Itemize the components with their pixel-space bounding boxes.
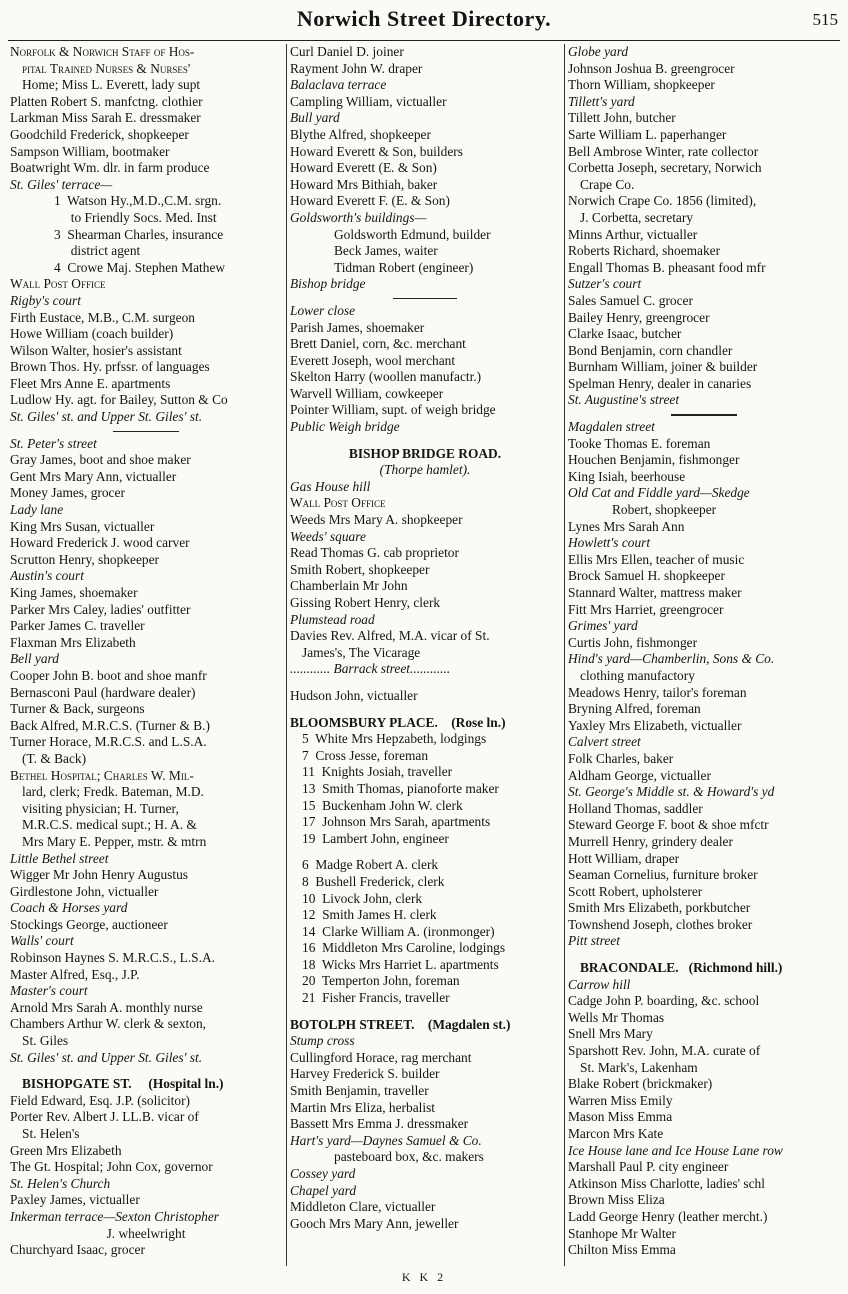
directory-entry: St. Helen's [22, 1126, 80, 1141]
location-label: Pitt street [568, 933, 620, 949]
directory-entry: Howe William (coach builder) [10, 326, 174, 342]
location-label: Howlett's court [568, 535, 651, 551]
location-label: Little Bethel street [10, 850, 109, 866]
directory-entry: Scott Robert, upholsterer [568, 883, 703, 899]
directory-entry: Curtis John, fishmonger [568, 634, 698, 650]
directory-entry: 10 Livock John, clerk [302, 890, 423, 906]
directory-entry: Wells Mr Thomas [568, 1009, 665, 1025]
directory-entry: Paxley James, victualler [10, 1192, 140, 1208]
directory-entry: Cooper John B. boot and shoe manfr [10, 667, 207, 683]
location-label: Stump cross [290, 1033, 355, 1049]
directory-entry: Clarke Isaac, butcher [568, 326, 682, 342]
directory-entry: Engall Thomas B. pheasant food mfr [568, 259, 766, 275]
directory-entry: Bassett Mrs Emma J. dressmaker [290, 1116, 469, 1132]
location-label: Coach & Horses yard [10, 900, 128, 916]
directory-entry: 18 Wicks Mrs Harriet L. apartments [302, 956, 499, 972]
directory-entry: Firth Eustace, M.B., C.M. surgeon [10, 309, 195, 325]
directory-entry: Home; Miss L. Everett, lady supt [22, 77, 201, 93]
directory-entry: Robinson Haynes S. M.R.C.S., L.S.A. [10, 950, 215, 966]
directory-entry: Blythe Alfred, shopkeeper [290, 126, 431, 142]
directory-entry: 21 Fisher Francis, traveller [302, 990, 450, 1006]
directory-entry: Weeds Mrs Mary A. shopkeeper [290, 512, 463, 528]
directory-entry: Crape Co. [580, 176, 635, 192]
directory-entry: Johnson Joshua B. greengrocer [568, 60, 735, 76]
directory-entry: Goldsworth Edmund, builder [334, 226, 491, 242]
street-heading: BRACONDALE. (Richmond hill.) [580, 960, 783, 976]
location-label: Magdalen street [568, 419, 655, 435]
directory-entry: Campling William, victualler [290, 93, 447, 109]
directory-entry: Seaman Cornelius, furniture broker [568, 867, 758, 883]
location-label: St. Giles' st. and Upper St. Giles' st. [10, 409, 203, 425]
directory-entry: Norfolk & Norwich Staff of Hos- [10, 44, 195, 59]
directory-entry: Back Alfred, M.R.C.S. (Turner & B.) [10, 717, 210, 733]
location-label: St. Giles' st. and Upper St. Giles' st. [10, 1049, 203, 1065]
location-label: Public Weigh bridge [290, 419, 400, 435]
directory-entry: The Gt. Hospital; John Cox, governor [10, 1159, 213, 1175]
directory-entry: Marcon Mrs Kate [568, 1126, 664, 1141]
directory-entry: pasteboard box, &c. makers [334, 1149, 484, 1165]
directory-entry: Scrutton Henry, shopkeeper [10, 551, 159, 567]
directory-entry: Aldham George, victualler [568, 767, 711, 783]
directory-entry: Smith Benjamin, traveller [290, 1083, 429, 1099]
directory-entry: 17 Johnson Mrs Sarah, apartments [302, 814, 491, 830]
location-label: Cossey yard [290, 1166, 356, 1181]
signature-mark: K K 2 [401, 1270, 447, 1284]
directory-entry: Chamberlain Mr John [290, 578, 408, 594]
location-label: Sutzer's court [568, 276, 642, 292]
directory-entry: Burnham William, joiner & builder [568, 359, 758, 375]
street-heading: BOTOLPH STREET. (Magdalen st.) [290, 1016, 511, 1032]
directory-entry: lard, clerk; Fredk. Bateman, M.D. [22, 784, 204, 800]
spacer [10, 1066, 282, 1076]
directory-entry: Flaxman Mrs Elizabeth [10, 634, 136, 650]
directory-entry: Bernasconi Paul (hardware dealer) [10, 684, 196, 700]
directory-entry: Middleton Clare, victualler [290, 1199, 436, 1215]
location-label: Chapel yard [290, 1182, 357, 1198]
directory-entry: Stockings George, auctioneer [10, 916, 168, 932]
directory-entry: Brock Samuel H. shopkeeper [568, 568, 725, 584]
street-heading: BLOOMSBURY PLACE. (Rose ln.) [290, 714, 506, 730]
header-rule [8, 40, 840, 41]
location-label: Lady lane [10, 502, 64, 518]
directory-entry: Sampson William, bootmaker [10, 143, 170, 159]
directory-entry: Ellis Mrs Ellen, teacher of music [568, 551, 745, 567]
directory-entry: St. Mark's, Lakenham [580, 1059, 698, 1075]
directory-entry: Mrs Mary E. Pepper, mstr. & mtrn [22, 833, 207, 849]
street-heading: BISHOPGATE ST. (Hospital ln.) [22, 1076, 224, 1092]
directory-entry: Gooch Mrs Mary Ann, jeweller [290, 1215, 459, 1231]
directory-entry: Ladd George Henry (leather mercht.) [568, 1208, 768, 1224]
directory-entry: Platten Robert S. manfctng. clothier [10, 93, 203, 109]
directory-entry: James's, The Vicarage [302, 644, 421, 660]
directory-entry: Read Thomas G. cab proprietor [290, 545, 459, 561]
page-title: Norwich Street Directory. [296, 6, 552, 31]
spacer [290, 705, 560, 715]
directory-entry: Robert, shopkeeper [612, 502, 717, 518]
directory-entry: Thorn William, shopkeeper [568, 77, 715, 93]
directory-entry: Corbetta Joseph, secretary, Norwich [568, 160, 762, 176]
location-label: St. Helen's Church [10, 1175, 111, 1191]
directory-entry: pital Trained Nurses & Nurses' [22, 60, 191, 76]
directory-entry: 1 Watson Hy.,M.D.,C.M. srgn. [54, 193, 222, 209]
directory-entry: Howard Everett & Son, builders [290, 143, 463, 159]
directory-entry: Folk Charles, baker [568, 750, 674, 766]
location-label: St. Peter's street [10, 435, 97, 451]
directory-entry: 7 Cross Jesse, foreman [302, 747, 429, 763]
location-label: Weeds' square [290, 528, 366, 544]
directory-entry: Fleet Mrs Anne E. apartments [10, 375, 171, 391]
directory-entry: J. Corbetta, secretary [580, 209, 694, 225]
column-1 [10, 44, 282, 1266]
directory-entry: Turner & Back, surgeons [10, 701, 145, 717]
directory-entry: Lynes Mrs Sarah Ann [568, 518, 685, 534]
location-label: Bull yard [290, 110, 340, 126]
directory-entry: 19 Lambert John, engineer [302, 830, 449, 846]
directory-entry: Howard Mrs Bithiah, baker [290, 176, 438, 192]
directory-entry: (T. & Back) [22, 750, 87, 766]
location-label: Walls' court [10, 933, 74, 949]
directory-entry: Parker Mrs Caley, ladies' outfitter [10, 601, 191, 617]
directory-entry: Meadows Henry, tailor's foreman [568, 684, 747, 700]
directory-entry: Tidman Robert (engineer) [334, 259, 474, 275]
directory-entry: Everett Joseph, wool merchant [290, 352, 456, 368]
directory-entry: 4 Crowe Maj. Stephen Mathew [54, 259, 226, 275]
directory-entry: 20 Temperton John, foreman [302, 973, 460, 989]
directory-entry: Cullingford Horace, rag merchant [290, 1049, 472, 1065]
directory-entry: Smith Robert, shopkeeper [290, 561, 430, 577]
location-label: Rigby's court [10, 292, 81, 308]
directory-entry: district agent [54, 243, 141, 259]
directory-entry: Hudson John, victualler [290, 687, 418, 703]
directory-entry: Gray James, boot and shoe maker [10, 452, 191, 468]
directory-entry: Wall Post Office [10, 276, 106, 292]
directory-entry: visiting physician; H. Turner, [22, 800, 179, 816]
directory-entry: Gissing Robert Henry, clerk [290, 595, 441, 610]
directory-entry: Mason Miss Emma [568, 1109, 673, 1125]
spacer [290, 436, 560, 446]
section-rule [568, 409, 840, 419]
location-label: Bishop bridge [290, 276, 366, 292]
directory-entry: Wigger Mr John Henry Augustus [10, 867, 188, 883]
directory-entry: Parker James C. traveller [10, 618, 145, 634]
column-2 [290, 44, 560, 1266]
directory-entry: Marshall Paul P. city engineer [568, 1159, 729, 1175]
directory-entry: Stannard Walter, mattress maker [568, 585, 742, 600]
directory-entry: Tooke Thomas E. foreman [568, 435, 711, 451]
location-label: Ice House lane and Ice House Lane row [568, 1142, 783, 1158]
directory-entry: clothing manufactory [580, 667, 695, 683]
directory-entry: Sales Samuel C. grocer [568, 292, 693, 308]
directory-entry: Howard Everett (E. & Son) [290, 160, 437, 176]
section-rule [290, 293, 560, 303]
directory-entry: Parish James, shoemaker [290, 319, 425, 335]
location-label: Globe yard [568, 44, 629, 59]
directory-entry: Blake Robert (brickmaker) [568, 1076, 713, 1092]
directory-entry: Gent Mrs Mary Ann, victualler [10, 468, 177, 484]
location-label: Bell yard [10, 651, 59, 667]
directory-entry: Bond Benjamin, corn chandler [568, 342, 733, 358]
page-header [10, 4, 838, 36]
spacer [290, 678, 560, 688]
directory-entry: Boatwright Wm. dlr. in farm produce [10, 160, 210, 176]
directory-entry: Chambers Arthur W. clerk & sexton, [10, 1016, 206, 1032]
directory-entry: Martin Mrs Eliza, herbalist [290, 1099, 436, 1115]
directory-entry: Brett Daniel, corn, &c. merchant [290, 336, 466, 352]
directory-entry: Houchen Benjamin, fishmonger [568, 452, 740, 468]
column-divider [286, 44, 287, 1266]
directory-entry: Holland Thomas, saddler [568, 800, 703, 816]
location-label: St. George's Middle st. & Howard's yd [568, 784, 775, 800]
directory-entry: Brown Thos. Hy. prfssr. of languages [10, 359, 210, 375]
location-label: Old Cat and Fiddle yard—Skedge [568, 485, 750, 501]
directory-entry: Bethel Hospital; Charles W. Mil- [10, 767, 194, 783]
directory-entry: Norwich Crape Co. 1856 (limited), [568, 193, 757, 209]
directory-entry: 11 Knights Josiah, traveller [302, 764, 453, 780]
street-heading: BISHOP BRIDGE ROAD. [348, 445, 502, 461]
directory-entry: 5 White Mrs Hepzabeth, lodgings [302, 731, 487, 747]
directory-entry: Churchyard Isaac, grocer [10, 1242, 145, 1258]
directory-entry: Snell Mrs Mary [568, 1026, 653, 1042]
directory-entry: Goodchild Frederick, shopkeeper [10, 126, 189, 142]
spacer [290, 1007, 560, 1017]
directory-entry: Pointer William, supt. of weigh bridge [290, 402, 496, 418]
directory-entry: 12 Smith James H. clerk [302, 907, 437, 923]
directory-entry: Smith Mrs Elizabeth, porkbutcher [568, 900, 751, 916]
directory-entry: Porter Rev. Albert J. LL.B. vicar of [10, 1109, 199, 1125]
directory-entry: 3 Shearman Charles, insurance [54, 226, 224, 242]
directory-entry: Bryning Alfred, foreman [568, 701, 701, 717]
directory-entry: 16 Middleton Mrs Caroline, lodgings [302, 940, 506, 956]
directory-entry: King Isiah, beerhouse [568, 468, 686, 484]
directory-entry: Rayment John W. draper [290, 60, 423, 76]
section-rule [10, 426, 282, 436]
directory-entry: Master Alfred, Esq., J.P. [10, 966, 140, 982]
directory-entry: Chilton Miss Emma [568, 1242, 676, 1258]
location-label: Inkerman terrace—Sexton Christopher [10, 1208, 220, 1224]
directory-entry: Sarte William L. paperhanger [568, 126, 727, 142]
directory-entry: King James, shoemaker [10, 585, 138, 600]
location-label: Carrow hill [568, 976, 631, 992]
directory-entry: Roberts Richard, shoemaker [568, 243, 721, 259]
location-label: Tillett's yard [568, 93, 635, 109]
location-label: Calvert street [568, 734, 641, 750]
location-label: Austin's court [10, 568, 84, 584]
page-number: 515 [812, 10, 838, 29]
directory-entry: Howard Frederick J. wood carver [10, 535, 190, 551]
directory-entry: Yaxley Mrs Elizabeth, victualler [568, 717, 742, 733]
directory-entry: Green Mrs Elizabeth [10, 1142, 122, 1158]
directory-entry: Ludlow Hy. agt. for Bailey, Sutton & Co [10, 392, 228, 408]
location-label: ............ Barrack street............ [290, 661, 451, 677]
directory-entry: St. Giles [22, 1033, 69, 1049]
directory-entry: King Mrs Susan, victualler [10, 518, 155, 534]
location-label: Plumstead road [290, 611, 375, 627]
directory-entry: 6 Madge Robert A. clerk [302, 857, 439, 873]
directory-entry: to Friendly Socs. Med. Inst [54, 209, 217, 225]
directory-entry: Girdlestone John, victualler [10, 883, 159, 899]
directory-entry: Murrell Henry, grindery dealer [568, 833, 733, 849]
directory-entry: 13 Smith Thomas, pianoforte maker [302, 780, 499, 796]
directory-entry: Townshend Joseph, clothes broker [568, 916, 753, 932]
spacer [568, 950, 840, 960]
directory-entry: Howard Everett F. (E. & Son) [290, 193, 450, 209]
directory-entry: Turner Horace, M.R.C.S. and L.S.A. [10, 734, 207, 750]
directory-entry: Stanhope Mr Walter [568, 1225, 677, 1241]
directory-entry: Davies Rev. Alfred, M.A. vicar of St. [290, 628, 490, 644]
location-label: Master's court [10, 983, 88, 999]
location-label: Grimes' yard [568, 618, 638, 634]
directory-entry: Field Edward, Esq. J.P. (solicitor) [10, 1092, 191, 1108]
location-label: Balaclava terrace [290, 77, 387, 93]
directory-entry: Spelman Henry, dealer in canaries [568, 375, 752, 391]
directory-entry: Sparshott Rev. John, M.A. curate of [568, 1043, 761, 1059]
directory-entry: Money James, grocer [10, 485, 125, 501]
location-label: Hart's yard—Daynes Samuel & Co. [290, 1132, 482, 1148]
directory-entry: Fitt Mrs Harriet, greengrocer [568, 601, 724, 617]
directory-entry: Hott William, draper [568, 850, 680, 866]
directory-entry: 15 Buckenham John W. clerk [302, 797, 463, 813]
directory-entry: Warvell William, cowkeeper [290, 385, 444, 401]
directory-entry: M.R.C.S. medical supt.; H. A. & [22, 817, 197, 833]
column-divider [564, 44, 565, 1266]
directory-entry: 14 Clarke William A. (ironmonger) [302, 923, 495, 939]
column-3 [568, 44, 840, 1266]
directory-entry: Warren Miss Emily [568, 1092, 673, 1108]
directory-entry: Minns Arthur, victualler [568, 226, 698, 242]
directory-entry: Atkinson Miss Charlotte, ladies' schl [568, 1175, 765, 1191]
directory-entry: Beck James, waiter [334, 243, 438, 259]
directory-entry: Steward George F. boot & shoe mfctr [568, 817, 769, 833]
directory-entry: Harvey Frederick S. builder [290, 1066, 440, 1082]
directory-entry: Brown Miss Eliza [568, 1192, 665, 1208]
location-label: St. Giles' terrace— [10, 176, 113, 192]
location-label: Lower close [290, 302, 356, 318]
directory-entry: Skelton Harry (woollen manufactr.) [290, 369, 482, 385]
directory-entry: Larkman Miss Sarah E. dressmaker [10, 110, 201, 126]
location-label: (Thorpe hamlet). [379, 462, 471, 478]
directory-entry: Bell Ambrose Winter, rate collector [568, 143, 759, 159]
directory-entry: Bailey Henry, greengrocer [568, 309, 710, 325]
directory-entry: Curl Daniel D. joiner [290, 44, 404, 59]
directory-entry: 8 Bushell Frederick, clerk [302, 873, 445, 889]
location-label: St. Augustine's street [568, 392, 680, 408]
location-label: Hind's yard—Chamberlin, Sons & Co. [568, 651, 775, 667]
location-label: Gas House hill [290, 478, 371, 494]
spacer [290, 847, 560, 857]
directory-entry: Wilson Walter, hosier's assistant [10, 342, 182, 358]
directory-entry: Tillett John, butcher [568, 110, 676, 126]
location-label: Goldsworth's buildings— [290, 209, 427, 225]
directory-entry: Wall Post Office [290, 495, 386, 511]
directory-entry: J. wheelwright [106, 1225, 186, 1241]
directory-entry: Arnold Mrs Sarah A. monthly nurse [10, 999, 203, 1015]
directory-entry: Cadge John P. boarding, &c. school [568, 993, 760, 1009]
